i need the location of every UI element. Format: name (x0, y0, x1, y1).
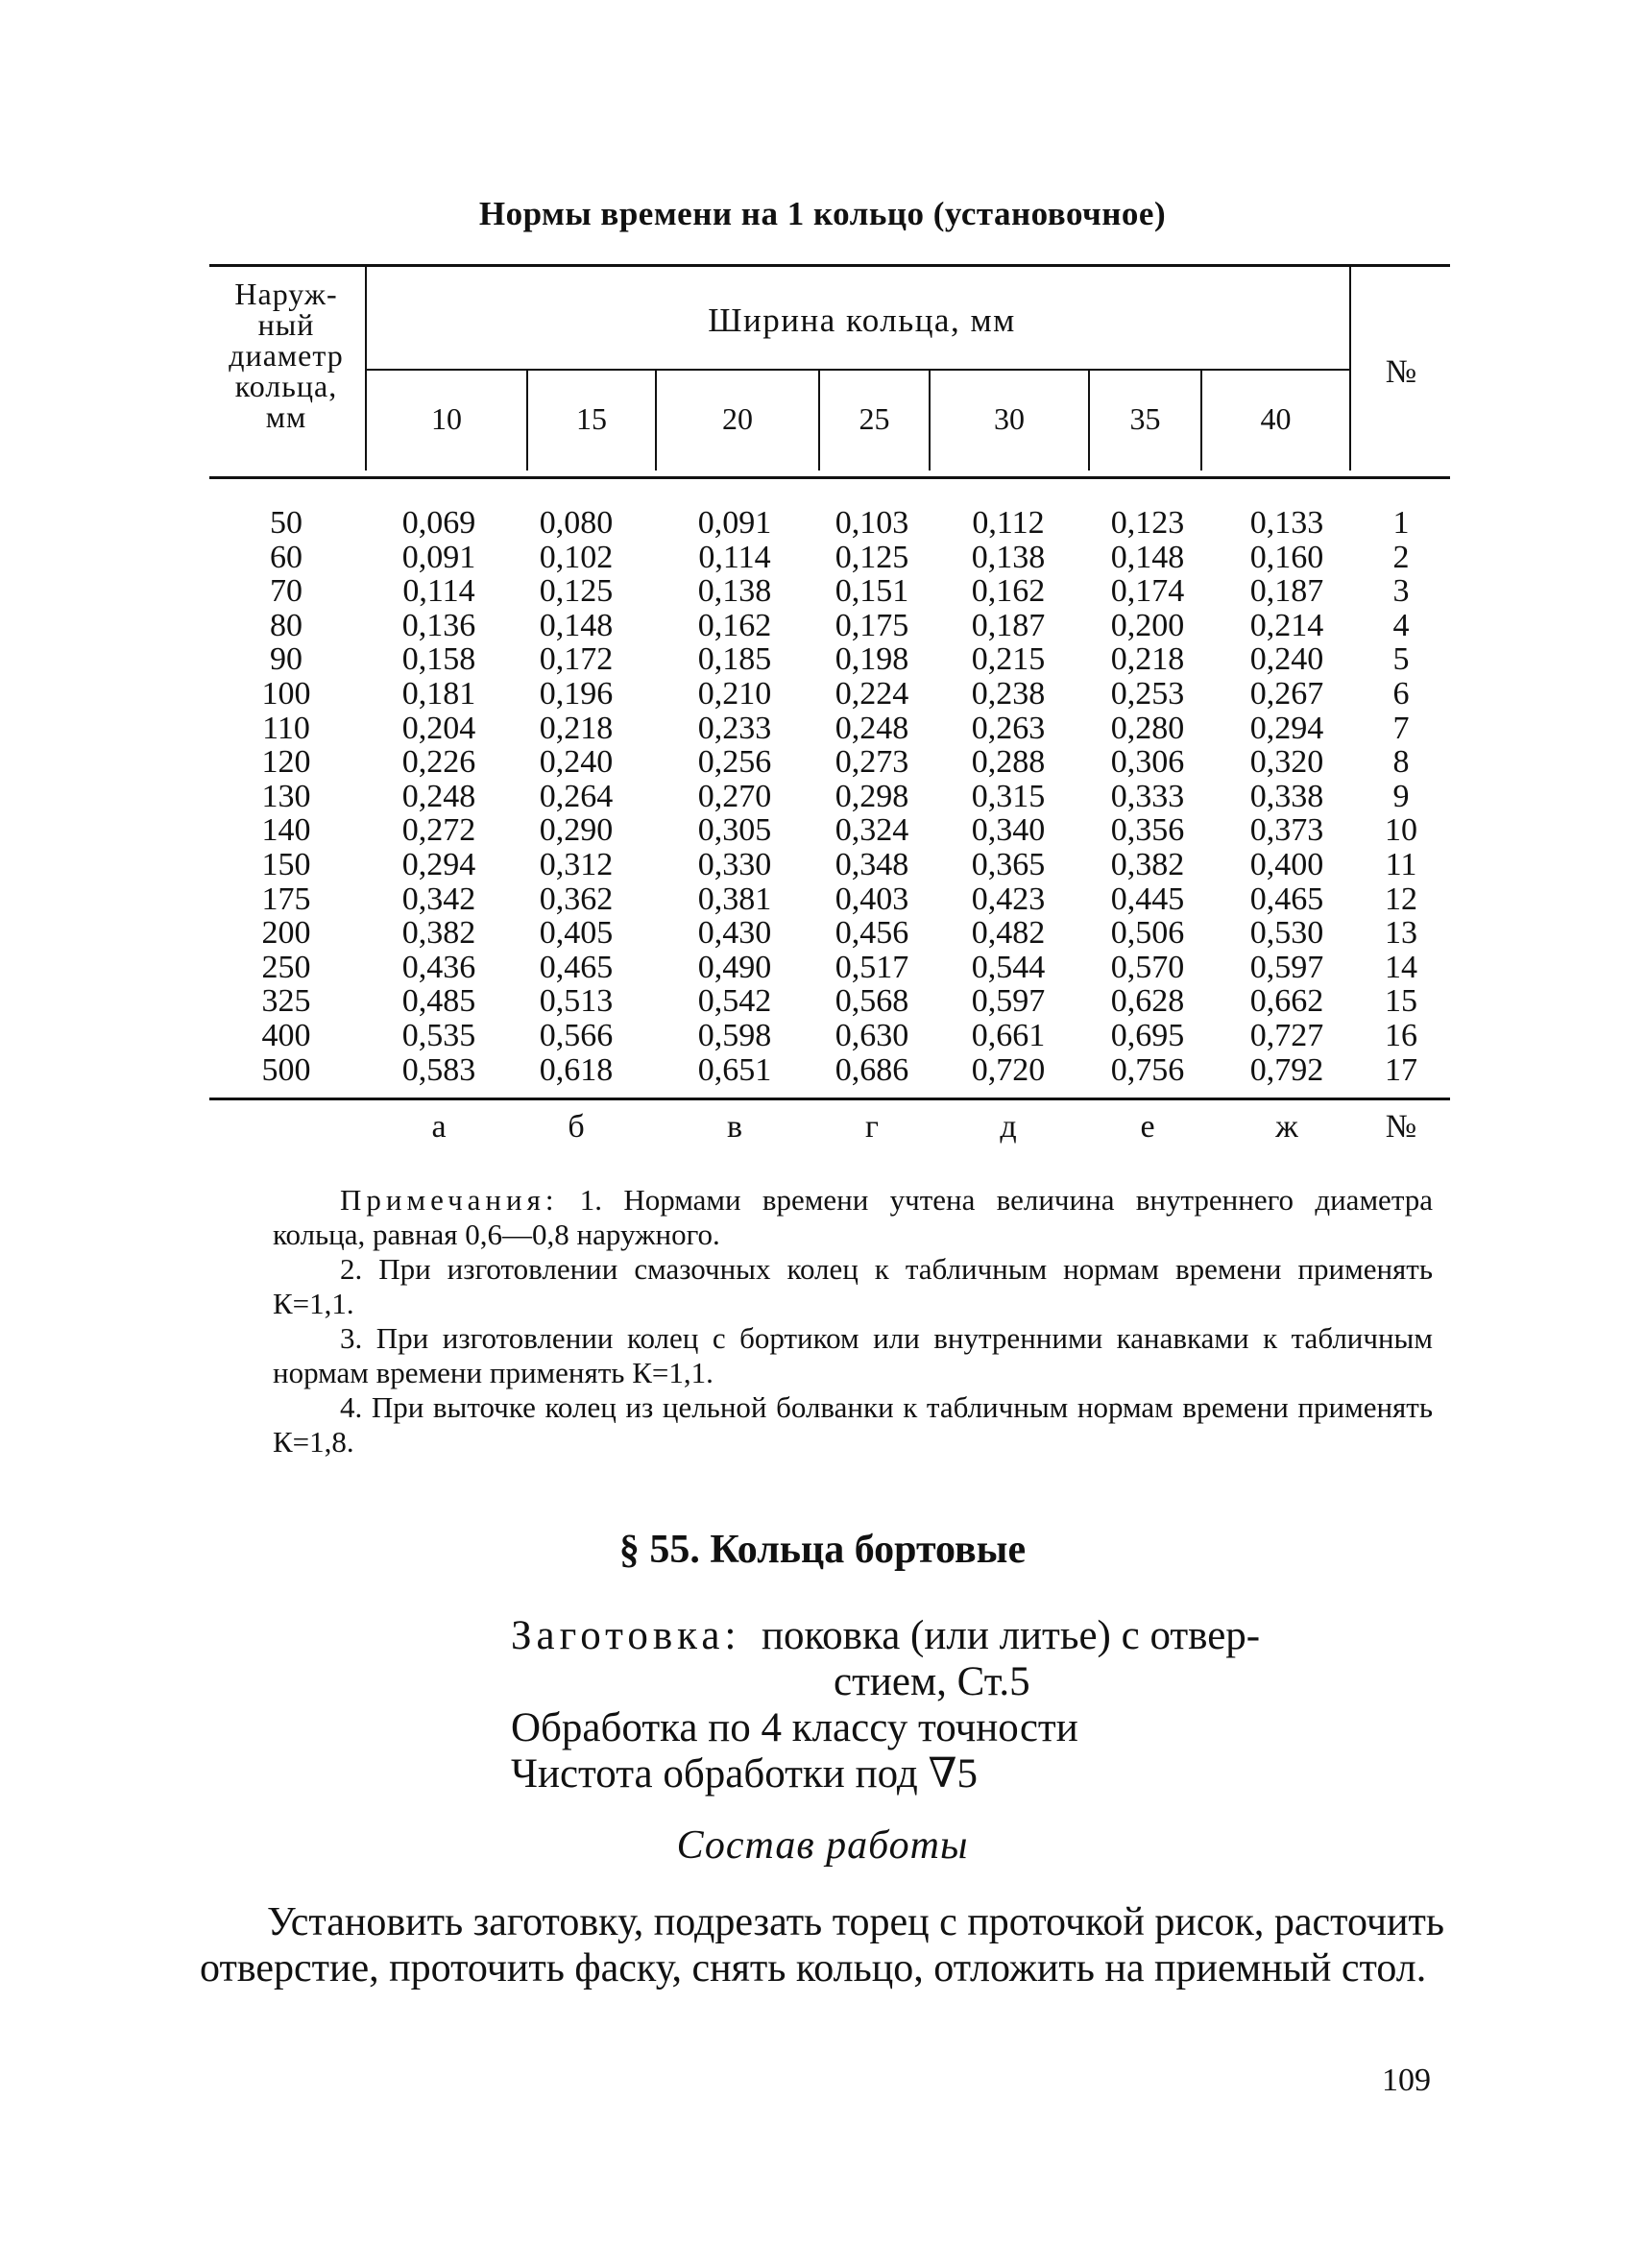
table-cell: 0,312 (539, 847, 614, 882)
table-cell: 0,320 (1249, 744, 1324, 781)
note-text: 1. Нормами времени учтена величина внутреннего диаметра кольца, равная 0,6—0,8 наружного. (273, 1183, 1434, 1251)
row-number: 6 (1392, 676, 1410, 712)
table-cell: 0,566 (539, 1018, 614, 1053)
table-cell: 0,324 (835, 812, 909, 849)
row-number: 12 (1385, 881, 1417, 917)
note-3: 3. При изготовлении колец с бортиком или внутренними канавками к табличным нормам времени применять К=1,1. (273, 1321, 1433, 1389)
table-cell: 0,240 (539, 744, 614, 781)
table-cell: 0,162 (971, 573, 1046, 610)
row-diameter: 140 (261, 812, 311, 849)
table-cell: 0,465 (539, 949, 614, 985)
blank-value: поковка (или литье) с отвер- (761, 1613, 1261, 1658)
table-cell: 0,133 (1249, 505, 1324, 541)
table-cell: 0,253 (1110, 676, 1185, 712)
table-row (0, 506, 1645, 541)
width-col-25: 25 (859, 401, 890, 436)
header-bottom-rule (209, 476, 1450, 479)
column-letters-row (0, 1109, 1645, 1149)
table-cell: 0,542 (697, 983, 772, 1020)
table-cell: 0,445 (1110, 881, 1185, 917)
note-1 (273, 1183, 1433, 1252)
table-cell: 0,686 (835, 1051, 909, 1088)
table-cell: 0,148 (539, 607, 614, 643)
row-diameter: 500 (261, 1051, 311, 1088)
column-letter: в (726, 1109, 743, 1145)
table-cell: 0,114 (698, 539, 771, 575)
table-cell: 0,125 (835, 539, 909, 575)
table-cell: 0,181 (401, 676, 476, 712)
table-cell: 0,272 (401, 812, 476, 849)
column-letter: д (1000, 1109, 1017, 1145)
table-row (0, 882, 1645, 917)
table-cell: 0,381 (697, 881, 772, 917)
row-number: 2 (1392, 539, 1410, 575)
table-cell: 0,568 (835, 983, 909, 1020)
table-cell: 0,430 (697, 915, 772, 952)
table-cell: 0,280 (1110, 710, 1185, 746)
table-cell: 0,338 (1249, 778, 1324, 814)
row-diameter: 50 (270, 505, 302, 541)
table-cell: 0,482 (971, 915, 1046, 952)
table-bottom-rule (209, 1098, 1450, 1100)
blank-specification (511, 1613, 1452, 1798)
table-cell: 0,298 (835, 778, 909, 814)
composition-title: Состав работы (676, 1823, 969, 1868)
table-cell: 0,456 (835, 915, 909, 952)
table-cell: 0,662 (1249, 983, 1324, 1020)
row-number: 3 (1392, 573, 1410, 610)
diameter-header-line: ный (257, 307, 315, 342)
table-cell: 0,583 (401, 1051, 476, 1088)
table-cell: 0,226 (401, 744, 476, 781)
table-cell: 0,792 (1249, 1051, 1324, 1088)
table-cell: 0,570 (1110, 949, 1185, 985)
table-row (0, 609, 1645, 643)
header-divider-number (1349, 267, 1351, 470)
table-cell: 0,158 (401, 641, 476, 678)
row-number: 5 (1392, 641, 1410, 678)
table-cell: 0,382 (401, 915, 476, 952)
table-notes (273, 1183, 1433, 1460)
number-header: № (1385, 354, 1417, 390)
table-cell: 0,727 (1249, 1018, 1324, 1053)
table-cell: 0,340 (971, 812, 1046, 849)
table-cell: 0,403 (835, 881, 909, 917)
table-cell: 0,423 (971, 881, 1046, 917)
width-col-15: 15 (576, 401, 607, 436)
row-number: 4 (1392, 607, 1410, 643)
table-cell: 0,224 (835, 676, 909, 712)
table-row (0, 1019, 1645, 1053)
table-cell: 0,535 (401, 1018, 476, 1053)
table-row (0, 1053, 1645, 1088)
table-cell: 0,436 (401, 949, 476, 985)
table-row (0, 541, 1645, 575)
table-top-rule (209, 264, 1450, 267)
table-cell: 0,091 (697, 505, 772, 541)
row-number: 7 (1392, 710, 1410, 746)
row-diameter: 80 (270, 607, 302, 643)
table-cell: 0,517 (835, 949, 909, 985)
row-number: 1 (1392, 505, 1410, 541)
page-number: 109 (1382, 2063, 1431, 2098)
table-cell: 0,136 (401, 607, 476, 643)
work-paragraph: Установить заготовку, подрезать торец с проточкой рисок, расточить отверстие, проточить фаску, снять кольцо, отложить на приемный стол. (200, 1900, 1444, 1991)
row-diameter: 400 (261, 1018, 311, 1053)
table-cell: 0,238 (971, 676, 1046, 712)
table-cell: 0,215 (971, 641, 1046, 678)
table-cell: 0,200 (1110, 607, 1185, 643)
table-cell: 0,248 (835, 710, 909, 746)
table-cell: 0,148 (1110, 539, 1185, 575)
table-cell: 0,256 (697, 744, 772, 781)
row-number: 8 (1392, 744, 1410, 781)
table-cell: 0,263 (971, 710, 1046, 746)
diameter-header-line: кольца, (234, 369, 338, 403)
column-letter: е (1140, 1109, 1155, 1145)
table-cell: 0,187 (971, 607, 1046, 643)
row-number: 11 (1385, 847, 1417, 882)
table-cell: 0,618 (539, 1051, 614, 1088)
table-cell: 0,628 (1110, 983, 1185, 1020)
table-cell: 0,270 (697, 778, 772, 814)
row-diameter: 150 (261, 847, 311, 882)
row-number: 14 (1385, 949, 1417, 985)
notes-label: Примечания: (340, 1183, 559, 1217)
table-cell: 0,333 (1110, 778, 1185, 814)
table-cell: 0,138 (971, 539, 1046, 575)
table-cell: 0,490 (697, 949, 772, 985)
column-letter: ж (1275, 1109, 1298, 1145)
width-col-40: 40 (1260, 401, 1292, 436)
table-cell: 0,240 (1249, 641, 1324, 678)
table-cell: 0,185 (697, 641, 772, 678)
width-col-10: 10 (431, 401, 462, 436)
table-row (0, 745, 1645, 780)
table-cell: 0,288 (971, 744, 1046, 781)
header-mid-rule (365, 369, 1351, 371)
row-diameter: 130 (261, 778, 311, 814)
row-number: 16 (1385, 1018, 1417, 1053)
table-cell: 0,233 (697, 710, 772, 746)
width-col-20: 20 (722, 401, 753, 436)
table-cell: 0,513 (539, 983, 614, 1020)
row-number: 10 (1385, 812, 1417, 849)
row-number: 17 (1385, 1051, 1417, 1088)
column-letter: а (431, 1109, 447, 1145)
table-cell: 0,720 (971, 1051, 1046, 1088)
table-cell: 0,382 (1110, 847, 1185, 882)
note-2: 2. При изготовлении смазочных колец к табличным нормам времени применять К=1,1. (273, 1252, 1433, 1320)
table-row (0, 780, 1645, 814)
row-diameter: 100 (261, 676, 311, 712)
table-cell: 0,294 (1249, 710, 1324, 746)
table-cell: 0,187 (1249, 573, 1324, 610)
section-title: § 55. Кольца бортовые (618, 1528, 1027, 1572)
table-row (0, 677, 1645, 712)
width-col-30: 30 (994, 401, 1025, 436)
table-cell: 0,348 (835, 847, 909, 882)
table-cell: 0,218 (539, 710, 614, 746)
table-cell: 0,198 (835, 641, 909, 678)
table-cell: 0,315 (971, 778, 1046, 814)
table-cell: 0,485 (401, 983, 476, 1020)
table-cell: 0,362 (539, 881, 614, 917)
table-cell: 0,695 (1110, 1018, 1185, 1053)
blank-value-continued: стием, Ст.5 (834, 1659, 1030, 1704)
table-row (0, 642, 1645, 677)
table-cell: 0,597 (971, 983, 1046, 1020)
table-cell: 0,264 (539, 778, 614, 814)
table-cell: 0,465 (1249, 881, 1324, 917)
table-row (0, 574, 1645, 609)
table-cell: 0,248 (401, 778, 476, 814)
table-cell: 0,365 (971, 847, 1046, 882)
row-diameter: 60 (270, 539, 302, 575)
table-row (0, 712, 1645, 746)
diameter-header-line: мм (265, 399, 307, 434)
table-cell: 0,114 (402, 573, 475, 610)
table-cell: 0,597 (1249, 949, 1324, 985)
table-cell: 0,174 (1110, 573, 1185, 610)
row-diameter: 90 (270, 641, 302, 678)
table-row (0, 951, 1645, 985)
table-cell: 0,138 (697, 573, 772, 610)
column-letter: г (865, 1109, 879, 1145)
table-cell: 0,267 (1249, 676, 1324, 712)
column-letter: б (568, 1109, 585, 1145)
row-number: 9 (1392, 778, 1410, 814)
blank-line (511, 1613, 1452, 1659)
table-cell: 0,204 (401, 710, 476, 746)
table-cell: 0,306 (1110, 744, 1185, 781)
row-diameter: 200 (261, 915, 311, 952)
table-cell: 0,210 (697, 676, 772, 712)
table-cell: 0,102 (539, 539, 614, 575)
table-cell: 0,661 (971, 1018, 1046, 1053)
table-title: Нормы времени на 1 кольцо (установочное) (478, 195, 1167, 232)
row-diameter: 120 (261, 744, 311, 781)
table-cell: 0,506 (1110, 915, 1185, 952)
row-diameter: 325 (261, 983, 311, 1020)
header-divider-diameter (365, 267, 367, 470)
table-cell: 0,112 (972, 505, 1045, 541)
table-cell: 0,172 (539, 641, 614, 678)
table-row (0, 848, 1645, 882)
row-number: 15 (1385, 983, 1417, 1020)
table-cell: 0,530 (1249, 915, 1324, 952)
table-row (0, 984, 1645, 1019)
table-cell: 0,103 (835, 505, 909, 541)
table-cell: 0,123 (1110, 505, 1185, 541)
table-cell: 0,125 (539, 573, 614, 610)
column-letter-number: № (1385, 1109, 1417, 1145)
table-cell: 0,651 (697, 1051, 772, 1088)
width-col-35: 35 (1129, 401, 1161, 436)
table-cell: 0,544 (971, 949, 1046, 985)
table-cell: 0,273 (835, 744, 909, 781)
row-diameter: 250 (261, 949, 311, 985)
note-4: 4. При выточке колец из цельной болванки к табличным нормам времени применять К=1,8. (273, 1390, 1433, 1459)
table-row (0, 813, 1645, 848)
row-diameter: 110 (262, 710, 310, 746)
table-cell: 0,214 (1249, 607, 1324, 643)
table-cell: 0,405 (539, 915, 614, 952)
table-cell: 0,069 (401, 505, 476, 541)
row-diameter: 175 (261, 881, 311, 917)
table-cell: 0,356 (1110, 812, 1185, 849)
processing-class: Обработка по 4 классу точности (511, 1705, 1078, 1750)
table-cell: 0,218 (1110, 641, 1185, 678)
table-cell: 0,080 (539, 505, 614, 541)
row-number: 13 (1385, 915, 1417, 952)
table-cell: 0,175 (835, 607, 909, 643)
table-cell: 0,162 (697, 607, 772, 643)
table-cell: 0,290 (539, 812, 614, 849)
table-cell: 0,598 (697, 1018, 772, 1053)
table-cell: 0,373 (1249, 812, 1324, 849)
diameter-header-line: Наруж- (234, 277, 338, 311)
diameter-header (209, 278, 363, 432)
table-cell: 0,151 (835, 573, 909, 610)
table-cell: 0,630 (835, 1018, 909, 1053)
table-cell: 0,091 (401, 539, 476, 575)
table-row (0, 916, 1645, 951)
diameter-header-line: диаметр (229, 338, 344, 373)
row-diameter: 70 (270, 573, 302, 610)
table-cell: 0,330 (697, 847, 772, 882)
blank-label: Заготовка: (511, 1613, 741, 1658)
table-cell: 0,400 (1249, 847, 1324, 882)
table-cell: 0,196 (539, 676, 614, 712)
table-cell: 0,756 (1110, 1051, 1185, 1088)
work-description (200, 1899, 1444, 1991)
table-cell: 0,305 (697, 812, 772, 849)
table-cell: 0,294 (401, 847, 476, 882)
width-header: Ширина кольца, мм (708, 302, 1016, 339)
table-cell: 0,342 (401, 881, 476, 917)
surface-finish: Чистота обработки под ∇5 (511, 1751, 978, 1797)
table-cell: 0,160 (1249, 539, 1324, 575)
